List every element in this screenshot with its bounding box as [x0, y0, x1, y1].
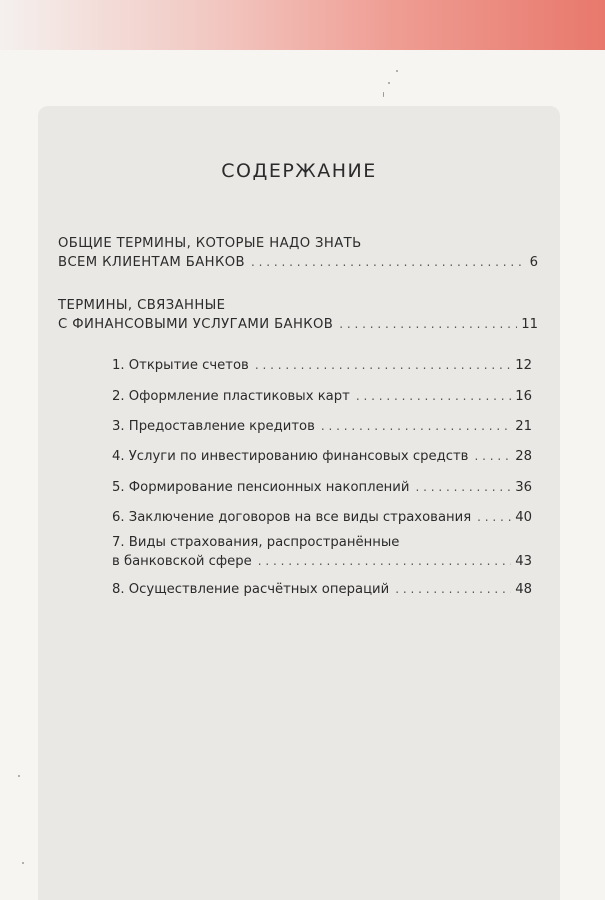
- toc-item-label: 3. Предоставление кредитов: [112, 419, 315, 434]
- toc-section-label: С ФИНАНСОВЫМИ УСЛУГАМИ БАНКОВ: [58, 317, 334, 332]
- dot-leader: [255, 356, 511, 375]
- page-number: 36: [515, 480, 532, 495]
- page-title: СОДЕРЖАНИЕ: [221, 160, 377, 182]
- page-number: 11: [521, 317, 538, 332]
- toc-section-line: ОБЩИЕ ТЕРМИНЫ, КОТОРЫЕ НАДО ЗНАТЬ: [58, 236, 362, 251]
- dot-leader: [477, 508, 511, 527]
- toc-section-line: ТЕРМИНЫ, СВЯЗАННЫЕ: [58, 298, 226, 313]
- toc-section-last-line: [58, 315, 538, 334]
- page-number: 21: [515, 419, 532, 434]
- dot-leader: [339, 315, 517, 334]
- toc-item-line: [112, 552, 532, 571]
- contents-panel: [38, 106, 560, 900]
- toc-item-8[interactable]: [112, 580, 532, 599]
- page-number: 28: [515, 449, 532, 464]
- dot-leader: [251, 253, 526, 272]
- toc-item-label: в банковской сфере: [112, 554, 252, 569]
- toc-item-1[interactable]: [112, 356, 532, 375]
- dot-leader: [415, 478, 511, 497]
- toc-item-line: [112, 508, 532, 527]
- toc-item-line: [112, 580, 532, 599]
- page-number: 40: [515, 510, 532, 525]
- toc-item-label: 6. Заключение договоров на все виды страхования: [112, 510, 472, 525]
- dot-leader: [474, 447, 511, 466]
- dot-leader: [321, 417, 511, 436]
- toc-item-7[interactable]: [112, 533, 532, 571]
- toc-item-first-line: 7. Виды страхования, распространённые: [112, 535, 400, 550]
- toc-section-financial-services[interactable]: [58, 296, 538, 334]
- toc-item-label: 1. Открытие счетов: [112, 358, 249, 373]
- toc-item-6[interactable]: [112, 508, 532, 527]
- page-number: 12: [515, 358, 532, 373]
- toc-section-label: ВСЕМ КЛИЕНТАМ БАНКОВ: [58, 255, 245, 270]
- toc-item-label: 4. Услуги по инвестированию финансовых средств: [112, 449, 469, 464]
- toc-item-line: [112, 447, 532, 466]
- dot-leader: [395, 580, 511, 599]
- toc-item-line: [112, 478, 532, 497]
- page-number: 6: [529, 255, 538, 270]
- toc-item-line: [112, 417, 532, 436]
- page-number: 16: [515, 389, 532, 404]
- toc-item-5[interactable]: [112, 478, 532, 497]
- toc-item-2[interactable]: [112, 387, 532, 406]
- decorative-top-band: [0, 0, 605, 50]
- dot-leader: [356, 387, 511, 406]
- toc-item-label: 2. Оформление пластиковых карт: [112, 389, 350, 404]
- page-number: 43: [515, 554, 532, 569]
- toc-item-label: 8. Осуществление расчётных операций: [112, 582, 390, 597]
- dot-leader: [258, 552, 511, 571]
- toc-item-4[interactable]: [112, 447, 532, 466]
- toc-item-line: [112, 387, 532, 406]
- toc-item-line: [112, 356, 532, 375]
- page-number: 48: [515, 582, 532, 597]
- toc-item-3[interactable]: [112, 417, 532, 436]
- toc-section-last-line: [58, 253, 538, 272]
- toc-section-general-terms[interactable]: [58, 234, 538, 272]
- toc-item-label: 5. Формирование пенсионных накоплений: [112, 480, 410, 495]
